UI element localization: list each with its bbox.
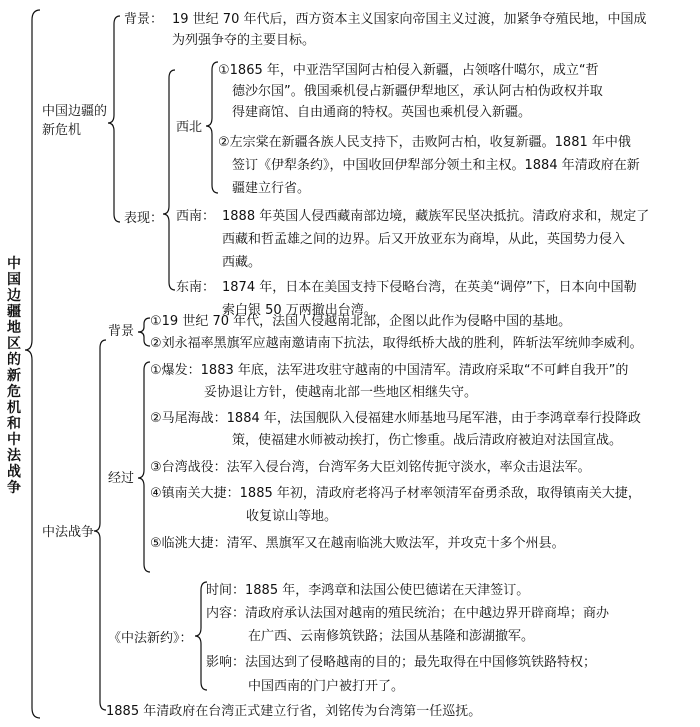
root-title-char: 机 — [7, 400, 21, 416]
frontier-label-line2: 新危机 — [42, 123, 82, 138]
treaty-impact-line2: 中国西南的门户被打开了。 — [248, 679, 405, 694]
root-title-char: 国 — [7, 272, 21, 288]
war-footer: 1885 年清政府在台湾正式建立行省，刘铭传为台湾第一任巡抚。 — [106, 704, 482, 719]
process-item2-line2: 策，使福建水师被动挨打，伤亡惨重。战后清政府被迫对法国宣战。 — [232, 433, 623, 448]
northwest-item2-line2: 签订《伊犁条约》，中国收回伊犁部分领土和主权。1884 年清政府在新 — [232, 158, 640, 173]
root-title-char: 新 — [7, 368, 21, 384]
war-background-label: 背景 — [108, 324, 135, 339]
frontier-label-line1: 中国边疆的 — [42, 104, 108, 119]
southwest-line3: 西藏。 — [222, 255, 262, 270]
northwest-item1-line2: 德沙尔国”。俄国乘机侵占新疆伊犁地区，承认阿古柏伪政权并取 — [232, 84, 603, 99]
process-item4-line1: ④镇南关大捷：1885 年初，清政府老将冯子材率领清军奋勇杀敌，取得镇南关大捷， — [150, 486, 641, 501]
northwest-item2-line3: 疆建立行省。 — [232, 181, 311, 196]
frontier-background-line2: 为列强争夺的主要目标。 — [172, 33, 316, 48]
performance-label: 表现： — [124, 211, 164, 226]
process-item5: ⑤临洮大捷：清军、黑旗军又在越南临洮大败法军，并攻克十多个州县。 — [150, 536, 565, 551]
treaty-time: 时间：1885 年，李鸿章和法国公使巴德诺在天津签订。 — [206, 583, 530, 598]
frontier-background-label: 背景： — [124, 12, 164, 27]
root-title-char: 中 — [7, 256, 21, 272]
northwest-label: 西北 — [176, 120, 203, 135]
northwest-item1-line3: 得建商馆、自由通商的特权。英国也乘机侵入新疆。 — [232, 105, 532, 120]
root-title-char: 法 — [7, 448, 21, 464]
root-title-char: 地 — [7, 320, 21, 336]
root-title-char: 中 — [7, 432, 21, 448]
performance-bracket — [163, 70, 175, 290]
root-title-char: 的 — [7, 352, 21, 368]
process-item1-line1: ①爆发：1883 年底，法军进攻驻守越南的中国清军。清政府采取“不可衅自我开”的 — [150, 363, 629, 378]
northwest-item2-line1: ②左宗棠在新疆各族人民支持下，击败阿古柏，收复新疆。1881 年中俄 — [218, 135, 631, 150]
treaty-impact-line1: 影响：法国达到了侵略越南的目的；最先取得在中国修筑铁路特权； — [206, 655, 597, 670]
root-title-char: 区 — [7, 336, 21, 352]
southwest-label: 西南： — [176, 209, 216, 224]
root-title-char: 争 — [7, 480, 21, 496]
war-background-bracket — [138, 318, 150, 346]
southeast-line2: 索白银 50 万两撤出台湾。 — [222, 303, 377, 318]
southwest-line1: 1888 年英国人侵西藏南部边境，藏族军民坚决抵抗。清政府求和，规定了 — [222, 209, 650, 224]
southwest-line2: 西藏和哲孟雄之间的边界。后又开放亚东为商埠，从此，英国势力侵入 — [222, 232, 626, 247]
process-item4-line2: 收复谅山等地。 — [246, 509, 338, 524]
southeast-label: 东南： — [176, 280, 216, 295]
process-item3: ③台湾战役：法军入侵台湾，台湾军务大臣刘铭传扼守淡水，率众击退法军。 — [150, 460, 591, 475]
process-bracket — [138, 362, 150, 572]
process-item1-line2: 妥协退让方针，使越南北部一些地区相继失守。 — [204, 385, 478, 400]
treaty-label: 《中法新约》： — [108, 631, 193, 646]
frontier-background-line1: 19 世纪 70 年代后，西方资本主义国家向帝国主义过渡，加紧争夺殖民地，中国成 — [172, 12, 647, 27]
root-bracket — [25, 10, 40, 718]
process-item2-line1: ②马尾海战：1884 年，法国舰队入侵福建水师基地马尾军港，由于李鸿章奉行投降政 — [150, 411, 641, 426]
northwest-item1-line1: ①1865 年，中亚浩罕国阿古柏侵入新疆，占领喀什噶尔，成立“哲 — [218, 63, 599, 78]
root-title-char: 战 — [7, 464, 21, 480]
southeast-line1: 1874 年，日本在美国支持下侵略台湾，在英美“调停”下，日本向中国勒 — [222, 280, 637, 295]
treaty-content-line2: 在广西、云南修筑铁路；法国从基隆和澎湖撤军。 — [248, 629, 535, 644]
root-title-char: 疆 — [7, 304, 21, 320]
frontier-bracket — [108, 16, 120, 222]
root-title-char: 和 — [7, 416, 21, 432]
war-bracket — [94, 340, 106, 710]
treaty-content-line1: 内容：清政府承认法国对越南的殖民统治；在中越边界开辟商埠；商办 — [206, 606, 610, 621]
process-label: 经过 — [108, 471, 135, 486]
root-title — [6, 256, 22, 496]
northwest-bracket — [206, 62, 218, 193]
war-background-item2: ②刘永福率黑旗军应越南邀请南下抗法，取得纸桥大战的胜利，阵斩法军统帅李威利。 — [150, 336, 643, 351]
war-background-item1: ①19 世纪 70 年代，法国人侵越南北部，企图以此作为侵略中国的基地。 — [150, 314, 572, 329]
root-title-char: 边 — [7, 288, 21, 304]
root-title-char: 危 — [7, 384, 21, 400]
war-label: 中法战争 — [42, 525, 95, 540]
